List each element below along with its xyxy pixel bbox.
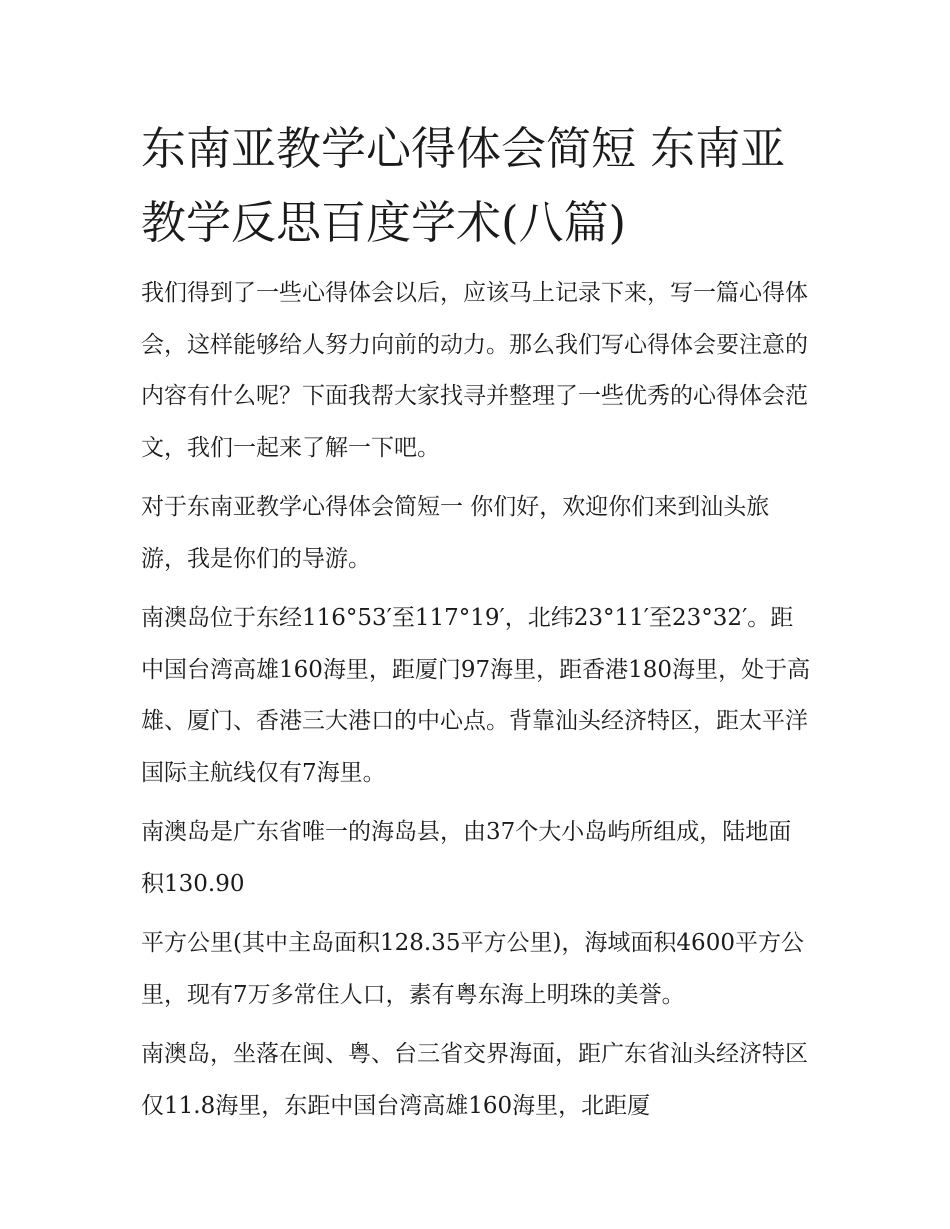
paragraph-intro: 我们得到了一些心得体会以后，应该马上记录下来，写一篇心得体会，这样能够给人努力向前的动力。那么我们写心得体会要注意的内容有什么呢？下面我帮大家找寻并整理了一些优秀的心得体会范文，我们一起来了解一下吧。 xyxy=(141,280,808,461)
paragraph-area: 平方公里(其中主岛面积128.35平方公里)，海域面积4600平方公里，现有7万多常住人口，素有粤东海上明珠的美誉。 xyxy=(141,930,804,1008)
document-title: 东南亚教学心得体会简短 东南亚教学反思百度学术(八篇) xyxy=(141,122,786,249)
paragraph-location: 南澳岛位于东经116°53′至117°19′，北纬23°11′至23°32′。距中国台湾高雄160海里，距厦门97海里，距香港180海里，处于高雄、厦门、香港三大港口的中心点。背靠汕头经济特区，距太平洋国际主航线仅有7海里。 xyxy=(141,605,811,786)
paragraph-county: 南澳岛是广东省唯一的海岛县，由37个大小岛屿所组成，陆地面积130.90 xyxy=(141,819,792,897)
document-page xyxy=(141,112,813,1132)
paragraph-position: 南澳岛，坐落在闽、粤、台三省交界海面，距广东省汕头经济特区仅11.8海里，东距中国台湾高雄160海里，北距厦 xyxy=(141,1041,808,1119)
paragraph-greeting: 对于东南亚教学心得体会简短一 你们好，欢迎你们来到汕头旅游，我是你们的导游。 xyxy=(141,494,770,572)
